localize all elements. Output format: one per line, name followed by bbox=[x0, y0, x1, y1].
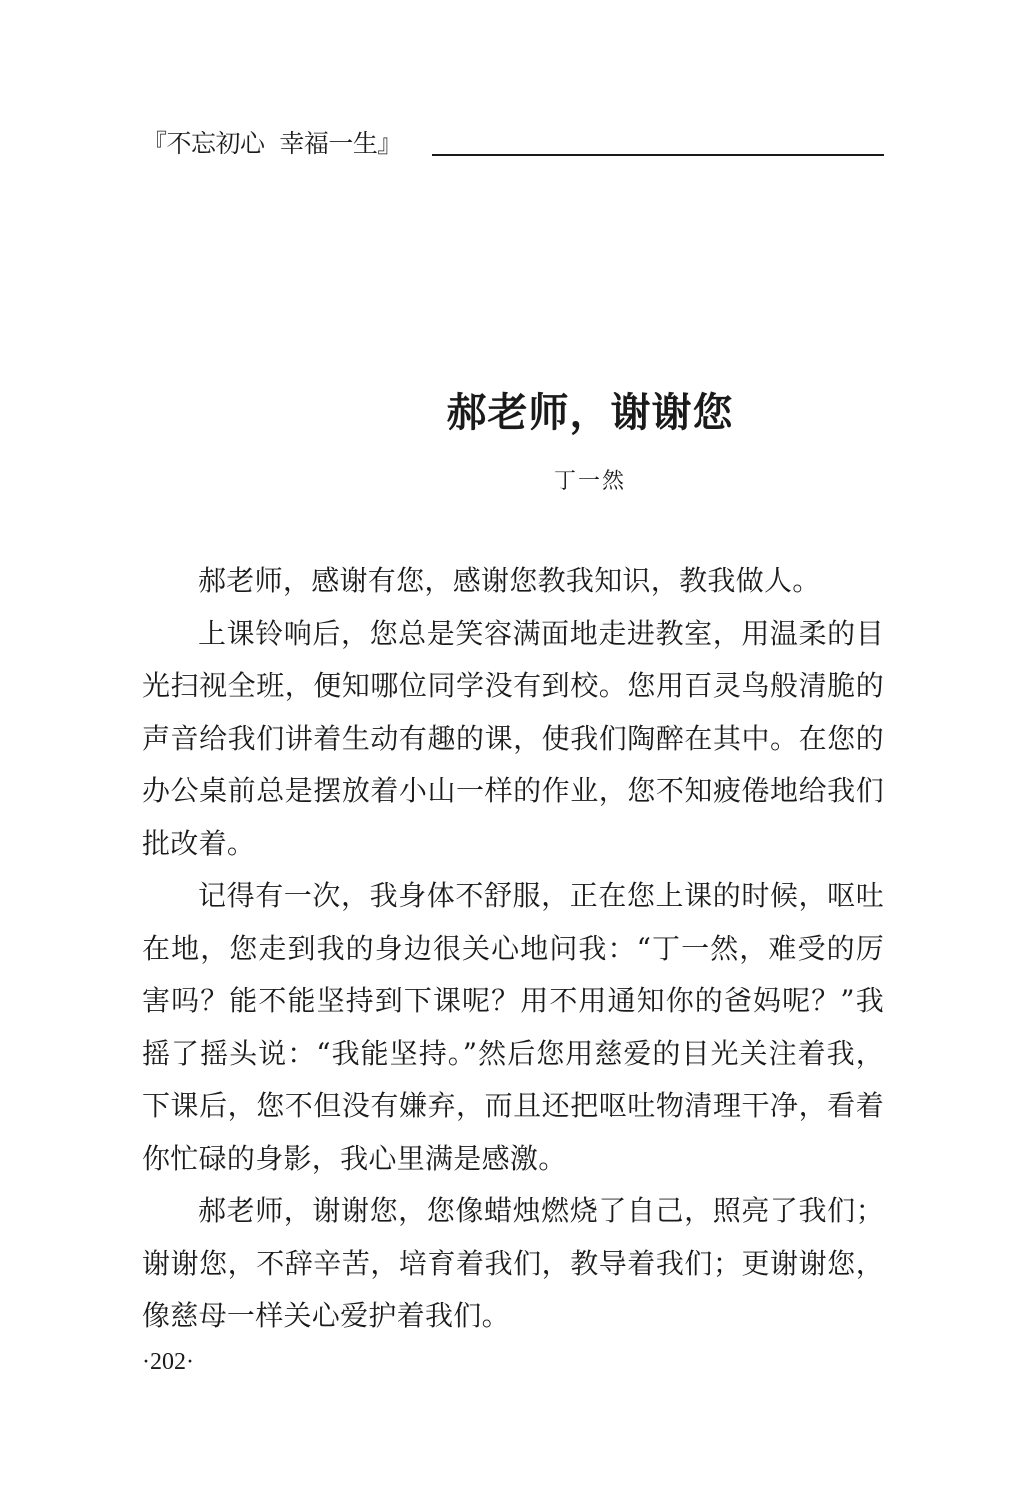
article-body bbox=[142, 555, 884, 1343]
article-author: 丁一然 bbox=[553, 469, 626, 494]
article-title: 郝老师，谢谢您 bbox=[446, 389, 734, 436]
paragraph: 记得有一次，我身体不舒服，正在您上课的时候，呕吐在地，您走到我的身边很关心地问我：“丁一然，难受的厉害吗？能不能坚持到下课呢？用不用通知你的爸妈呢？”我摇了摇头说：“我能坚持。”然后您用慈爱的目光关注着我，下课后，您不但没有嫌弃，而且还把呕吐物清理干净，看着你忙碌的身影，我心里满是感激。 bbox=[142, 879, 884, 1175]
page-number: ·202· bbox=[142, 1349, 194, 1375]
paragraph: 上课铃响后，您总是笑容满面地走进教室，用温柔的目光扫视全班，便知哪位同学没有到校。您用百灵鸟般清脆的声音给我们讲着生动有趣的课，使我们陶醉在其中。在您的办公桌前总是摆放着小山一样的作业，您不知疲倦地给我们批改着。 bbox=[142, 616, 884, 860]
running-header bbox=[142, 128, 884, 160]
paragraph: 郝老师，谢谢您，您像蜡烛燃烧了自己，照亮了我们；谢谢您，不辞辛苦，培育着我们，教导着我们；更谢谢您，像慈母一样关心爱护着我们。 bbox=[142, 1194, 884, 1332]
paragraph: 郝老师，感谢有您，感谢您教我知识，教我做人。 bbox=[198, 564, 821, 597]
running-header-title: 『不忘初心 幸福一生』 bbox=[142, 129, 402, 158]
header-rule bbox=[432, 154, 884, 156]
